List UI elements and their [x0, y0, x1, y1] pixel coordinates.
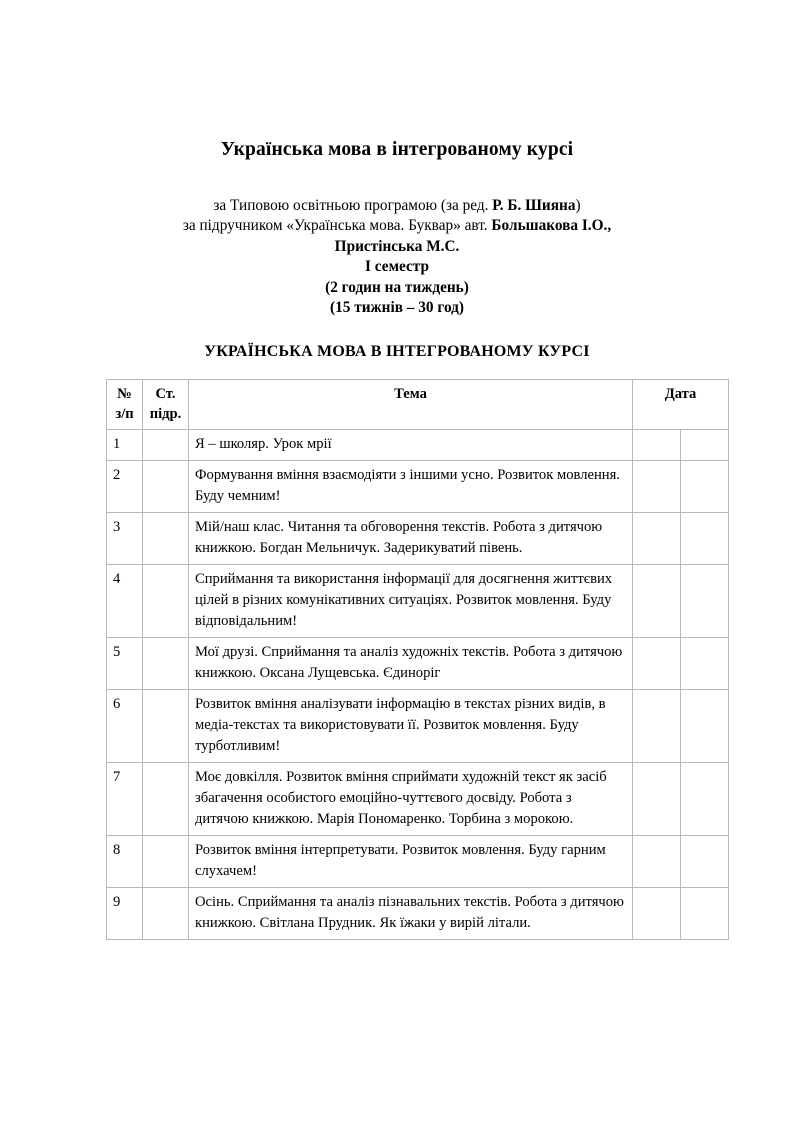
- subtitle-emphasis: (15 тижнів – 30 год): [330, 299, 464, 317]
- cell-date-first[interactable]: [633, 565, 681, 638]
- cell-theme: Розвиток вміння аналізувати інформацію в текстах різних видів, в медіа-текстах та використовувати її. Розвиток мовлення. Буду турботливим!: [189, 690, 633, 763]
- table-row: [107, 461, 729, 513]
- subtitle-emphasis: Большакова І.О.,: [491, 217, 612, 235]
- column-header-date: Дата: [633, 380, 729, 430]
- cell-theme: Мій/наш клас. Читання та обговорення текстів. Робота з дитячою книжкою. Богдан Мельничук. Задерикуватий півень.: [189, 513, 633, 565]
- cell-date-first[interactable]: [633, 836, 681, 888]
- cell-textbook-page[interactable]: [143, 638, 189, 690]
- subtitle-text: ): [575, 197, 581, 214]
- cell-date-first[interactable]: [633, 888, 681, 940]
- table-row: [107, 513, 729, 565]
- cell-row-number: 5: [107, 638, 143, 690]
- cell-date-second[interactable]: [681, 513, 729, 565]
- subtitle-line: [97, 278, 697, 298]
- subtitle-line: [97, 257, 697, 277]
- cell-textbook-page[interactable]: [143, 763, 189, 836]
- cell-textbook-page[interactable]: [143, 513, 189, 565]
- cell-textbook-page[interactable]: [143, 461, 189, 513]
- cell-row-number: 7: [107, 763, 143, 836]
- subtitle-emphasis: (2 годин на тиждень): [325, 278, 469, 296]
- cell-date-second[interactable]: [681, 836, 729, 888]
- table-row: [107, 888, 729, 940]
- subtitle-emphasis: Пристінська М.С.: [334, 237, 460, 255]
- cell-textbook-page[interactable]: [143, 690, 189, 763]
- cell-theme: Мої друзі. Сприймання та аналіз художніх текстів. Робота з дитячою книжкою. Оксана Лущевська. Єдиноріг: [189, 638, 633, 690]
- cell-row-number: 4: [107, 565, 143, 638]
- subtitle-text: за підручником «Українська мова. Буквар» авт.: [182, 217, 492, 235]
- subtitle-line: [97, 196, 697, 216]
- table-row: [107, 836, 729, 888]
- cell-textbook-page[interactable]: [143, 430, 189, 461]
- column-header-textbook-page-line2: підр.: [149, 406, 182, 422]
- table-body: [107, 430, 729, 940]
- column-header-number-line2: з/п: [115, 406, 134, 422]
- cell-date-second[interactable]: [681, 565, 729, 638]
- cell-date-second[interactable]: [681, 638, 729, 690]
- cell-theme: Осінь. Сприймання та аналіз пізнавальних текстів. Робота з дитячою книжкою. Світлана Прудник. Як їжаки у вирій літали.: [189, 888, 633, 940]
- subtitle-line: [97, 298, 697, 318]
- cell-theme: Сприймання та використання інформації для досягнення життєвих цілей в різних комунікативних ситуаціях. Розвиток мовлення. Буду відповідальним!: [189, 565, 633, 638]
- cell-textbook-page[interactable]: [143, 888, 189, 940]
- cell-row-number: 8: [107, 836, 143, 888]
- cell-theme: Я – школяр. Урок мрії: [189, 430, 633, 461]
- lesson-plan-table: [106, 379, 729, 940]
- cell-date-second[interactable]: [681, 690, 729, 763]
- cell-row-number: 3: [107, 513, 143, 565]
- page-title: Українська мова в інтегрованому курсі: [220, 139, 574, 160]
- cell-date-first[interactable]: [633, 638, 681, 690]
- table-row: [107, 638, 729, 690]
- subtitle-line: [97, 216, 697, 236]
- table-header-row: [107, 380, 729, 430]
- column-header-theme: Тема: [189, 380, 633, 430]
- cell-date-first[interactable]: [633, 690, 681, 763]
- cell-row-number: 1: [107, 430, 143, 461]
- section-heading: УКРАЇНСЬКА МОВА В ІНТЕГРОВАНОМУ КУРСІ: [204, 343, 590, 360]
- cell-date-first[interactable]: [633, 430, 681, 461]
- subtitle-line: [97, 237, 697, 257]
- subtitle-emphasis: Р. Б. Шияна: [492, 197, 576, 214]
- cell-date-first[interactable]: [633, 513, 681, 565]
- subtitle-text: за Типовою освітньою програмою (за ред.: [213, 197, 493, 214]
- table-row: [107, 690, 729, 763]
- cell-row-number: 6: [107, 690, 143, 763]
- cell-date-second[interactable]: [681, 888, 729, 940]
- subtitle-emphasis: І семестр: [365, 258, 429, 276]
- document-subtitle: [97, 196, 697, 318]
- column-header-textbook-page: [143, 380, 189, 430]
- cell-theme: Формування вміння взаємодіяти з іншими усно. Розвиток мовлення. Буду чемним!: [189, 461, 633, 513]
- cell-date-first[interactable]: [633, 461, 681, 513]
- cell-row-number: 9: [107, 888, 143, 940]
- table-row: [107, 763, 729, 836]
- cell-date-first[interactable]: [633, 763, 681, 836]
- cell-row-number: 2: [107, 461, 143, 513]
- cell-date-second[interactable]: [681, 461, 729, 513]
- column-header-number-line1: №: [117, 386, 132, 402]
- table-row: [107, 565, 729, 638]
- cell-date-second[interactable]: [681, 430, 729, 461]
- column-header-number: [107, 380, 143, 430]
- cell-date-second[interactable]: [681, 763, 729, 836]
- table-row: [107, 430, 729, 461]
- cell-theme: Розвиток вміння інтерпретувати. Розвиток мовлення. Буду гарним слухачем!: [189, 836, 633, 888]
- cell-textbook-page[interactable]: [143, 836, 189, 888]
- cell-theme: Моє довкілля. Розвиток вміння сприймати художній текст як засіб збагачення особистого емоційно-чуттєвого досвіду. Робота з дитячою книжкою. Марія Пономаренко. Торбина з морокою.: [189, 763, 633, 836]
- cell-textbook-page[interactable]: [143, 565, 189, 638]
- column-header-textbook-page-line1: Ст.: [155, 386, 176, 402]
- table-header: [107, 380, 729, 430]
